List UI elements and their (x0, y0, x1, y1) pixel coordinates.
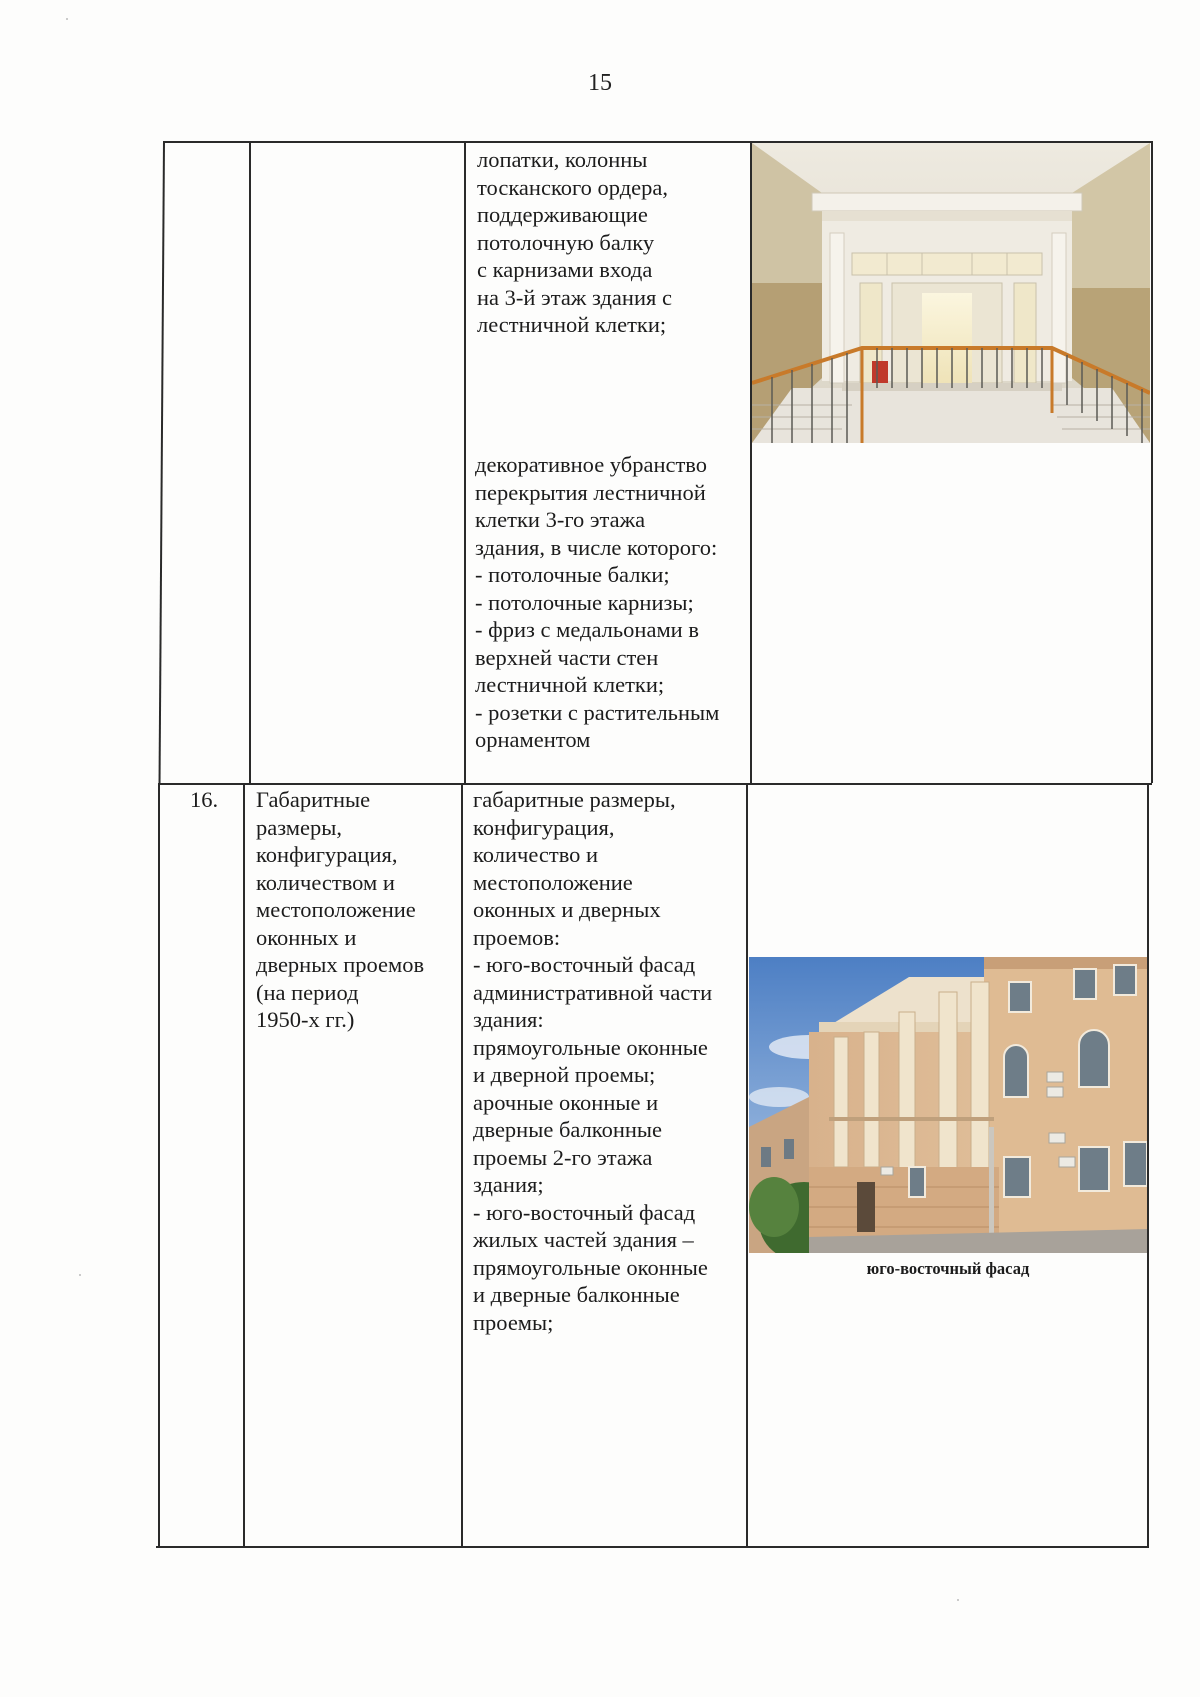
row-subject: Габаритные размеры, конфигурация, количеством и местоположение оконных и дверных проемов (на период 1950-х гг.) (256, 787, 425, 1032)
column-border-1 (249, 141, 251, 783)
staircase-photo (752, 143, 1150, 443)
column-border-3 (746, 783, 748, 1547)
scan-speck (66, 18, 68, 20)
row-number: 16. (190, 787, 219, 812)
facade-photo (749, 957, 1147, 1253)
scan-speck (957, 1599, 959, 1601)
feature-description: лопатки, колонны тосканского ордера, поддерживающие потолочную балку с карнизами входа на 3-й этаж здания с лестничной клетки; (477, 147, 672, 337)
photo-caption: юго-восточный фасад (866, 1259, 1030, 1278)
column-border-left (158, 783, 160, 1547)
feature-description: габаритные размеры, конфигурация, количество и местоположение оконных и дверных проемов: - юго-восточный фасад административной части здания: прямоугольные оконные и дверной проемы; арочные оконные и дверные балконные проемы 2-го этажа здания; - юго-восточный фасад жилых частей здания – прямоугольные оконные и дверные балконные проемы; (473, 787, 713, 1335)
column-border-left (159, 141, 165, 783)
feature-description: декоративное убранство перекрытия лестничной клетки 3-го этажа здания, в числе которого: - потолочные балки; - потолочные карнизы; - фриз с медальонами в верхней части стен лестничной клетки; - розетки с растительным орнаментом (475, 452, 720, 752)
column-border-2 (461, 783, 463, 1547)
row-separator (159, 783, 1152, 785)
column-border-2 (464, 141, 466, 783)
column-border-1 (243, 783, 245, 1547)
scan-speck (79, 1274, 81, 1276)
page-number: 15 (588, 70, 612, 96)
column-border-right (1147, 783, 1149, 1547)
table-bottom-border (156, 1546, 1149, 1548)
column-border-right (1151, 141, 1153, 783)
